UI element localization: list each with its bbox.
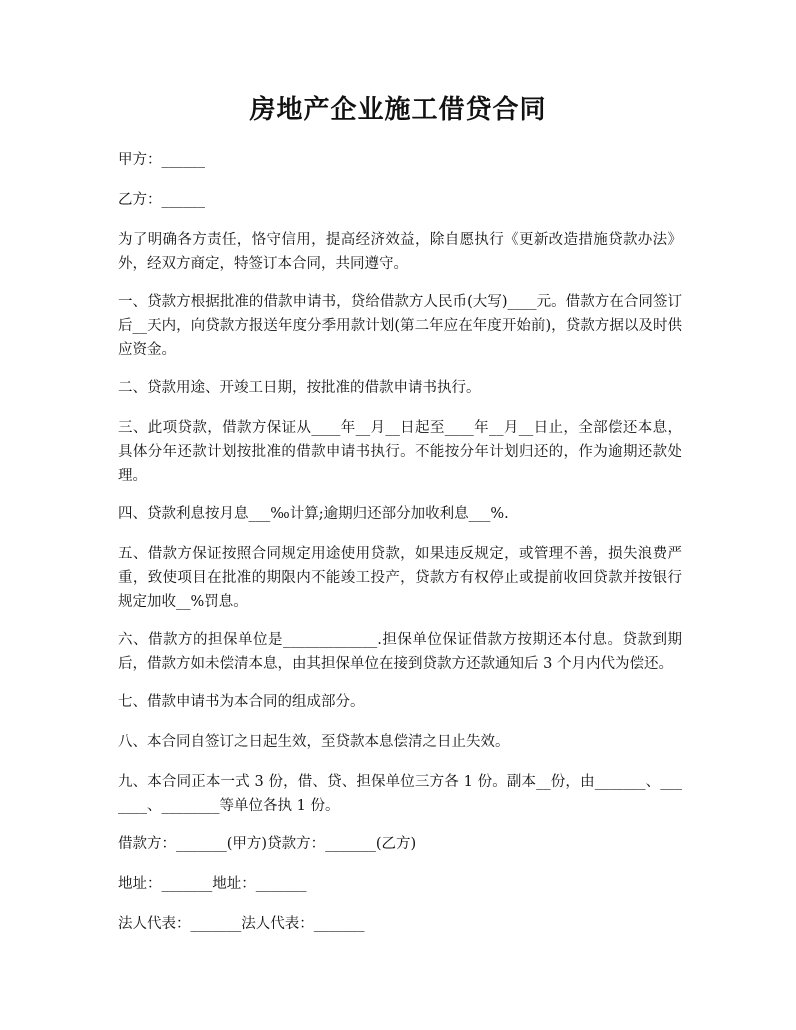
party-b-line: 乙方：______ (118, 192, 205, 208)
clause-5: 五、借款方保证按照合同规定用途使用贷款，如果违反规定，或管理不善，损失浪费严重，致使项目在批准的期限内不能竣工投产，贷款方有权停止或提前收回贷款并按银行规定加收__%罚息。 (118, 546, 682, 610)
clause-2: 二、贷款用途、开竣工日期，按批准的借款申请书执行。 (118, 380, 481, 396)
page-title: 房地产企业施工借贷合同 (249, 95, 547, 125)
clause-9: 九、本合同正本一式 3 份，借、贷、担保单位三方各 1 份。副本__份，由_______、_______、________等单位各执 1 份。 (118, 774, 682, 814)
clause-6: 六、借款方的担保单位是_____________.担保单位保证借款方按期还本付息。贷款到期后，借款方如未偿清本息，由其担保单位在接到贷款方还款通知后 3 个月内代为偿还。 (118, 632, 682, 672)
clause-4: 四、贷款利息按月息___‰计算;逾期归还部分加收利息___%. (118, 506, 509, 522)
clause-8: 八、本合同自签订之日起生效，至贷款本息偿清之日止失效。 (118, 734, 510, 750)
clause-1: 一、贷款方根据批准的借款申请书，贷给借款方人民币(大写)____元。借款方在合同签订后__天内，向贷款方报送年度分季用款计划(第二年应在年度开始前)，贷款方据以及时供应资金。 (118, 294, 682, 358)
signature-borrower-lender: 借款方：_______(甲方)贷款方：_______(乙方) (118, 836, 417, 852)
clause-7: 七、借款申请书为本合同的组成部分。 (118, 694, 365, 710)
signature-legal-rep: 法人代表：_______法人代表：_______ (118, 916, 365, 932)
clause-3: 三、此项贷款，借款方保证从____年__月__日起至____年__月__日止，全部偿还本息，具体分年还款计划按批准的借款申请书执行。不能按分年计划归还的，作为逾期还款处理。 (118, 420, 682, 484)
signature-address: 地址：_______地址：_______ (118, 876, 307, 892)
party-a-line: 甲方：______ (118, 152, 205, 168)
intro-paragraph: 为了明确各方责任，恪守信用，提高经济效益，除自愿执行《更新改造措施贷款办法》外，经双方商定，特签订本合同，共同遵守。 (118, 232, 682, 272)
document-body (118, 148, 682, 952)
